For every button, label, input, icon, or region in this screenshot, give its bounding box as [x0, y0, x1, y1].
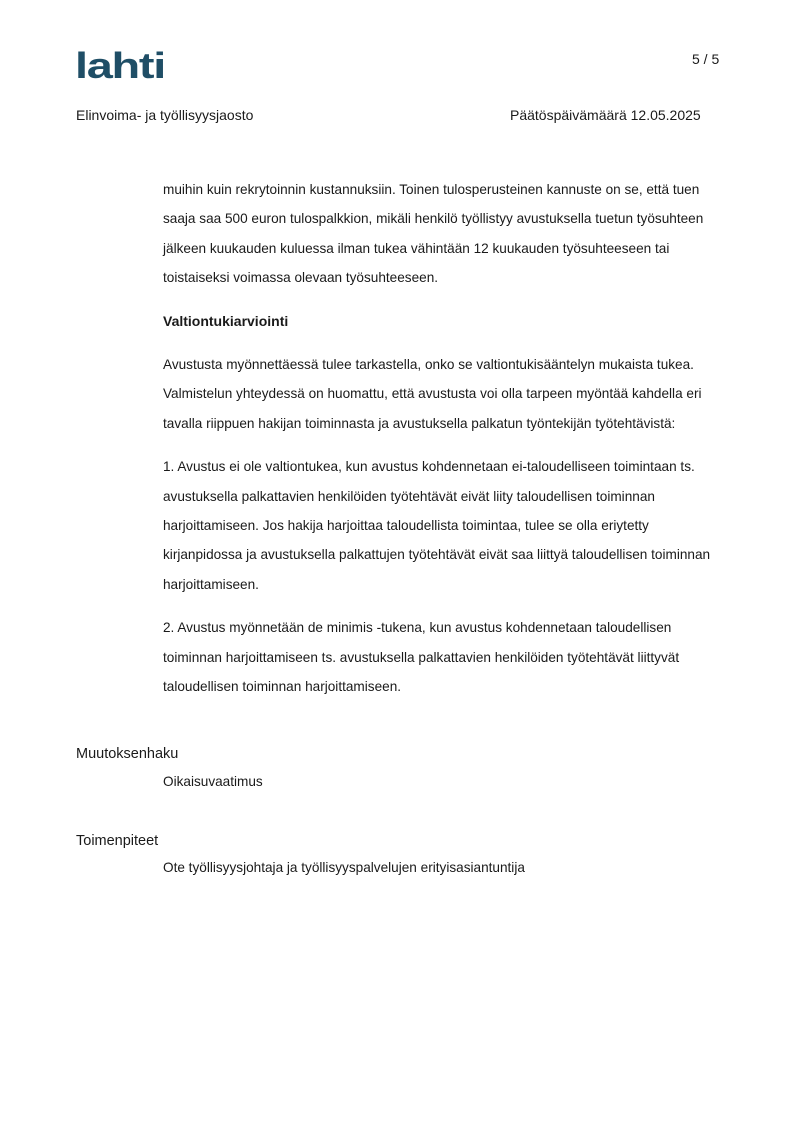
appeal-heading: Muutoksenhaku: [76, 746, 179, 762]
state-aid-subheading: Valtiontukiarviointi: [163, 312, 289, 329]
actions-heading: Toimenpiteet: [76, 833, 159, 849]
body-paragraph: 2. Avustus myönnetään de minimis -tukena, kun avustus kohdennetaan taloudellisen toiminnan harjoittamiseen ts. avustuksella palkattavien henkilöiden työtehtävät liittyvät taloudellisen toiminnan harjoittamiseen.: [163, 620, 680, 695]
decision-body: [163, 175, 723, 716]
body-paragraph: Avustusta myönnettäessä tulee tarkastella, onko se valtiontukisääntelyn mukaista tukea. Valmistelun yhteydessä on huomattu, että avustusta voi olla tarpeen myöntää kahdella eri tavalla riippuen hakijan toiminnasta ja avustuksella palkatun työntekijän työtehtävistä:: [163, 357, 702, 431]
committee-name: Elinvoima- ja työllisyysjaosto: [76, 107, 254, 123]
logo-wordmark: lahti: [75, 46, 165, 82]
body-paragraph: 1. Avustus ei ole valtiontukea, kun avustus kohdennetaan ei-taloudelliseen toimintaan ts. avustuksella palkattavien henkilöiden työtehtävät eivät liity taloudellisen toiminnan harjoittamiseen. Jos hakija harjoittaa taloudellista toimintaa, tulee se olla eriytetty kirjanpidossa ja avustuksella palkattujen työtehtävät eivät saa liittyä taloudellisen toiminnan harjoittamiseen.: [163, 459, 711, 592]
body-paragraph: muihin kuin rekrytoinnin kustannuksiin. Toinen tulosperusteinen kannuste on se, että tuen saaja saa 500 euron tulospalkkion, mikäli henkilö työllistyy avustuksella tuetun työsuhteen jälkeen kuukauden kuluessa ilman tukea vähintään 12 kuukauden työsuhteeseen tai toistaiseksi voimassa olevaan työsuhteeseen.: [163, 182, 704, 286]
page-number: 5 / 5: [692, 51, 720, 67]
lahti-logo-mark: [75, 46, 167, 82]
decision-date: Päätöspäivämäärä 12.05.2025: [510, 107, 701, 123]
appeal-value: Oikaisuvaatimus: [163, 774, 263, 789]
lahti-logo: [75, 46, 167, 82]
actions-value: Ote työllisyysjohtaja ja työllisyyspalvelujen erityisasiantuntija: [163, 860, 525, 875]
